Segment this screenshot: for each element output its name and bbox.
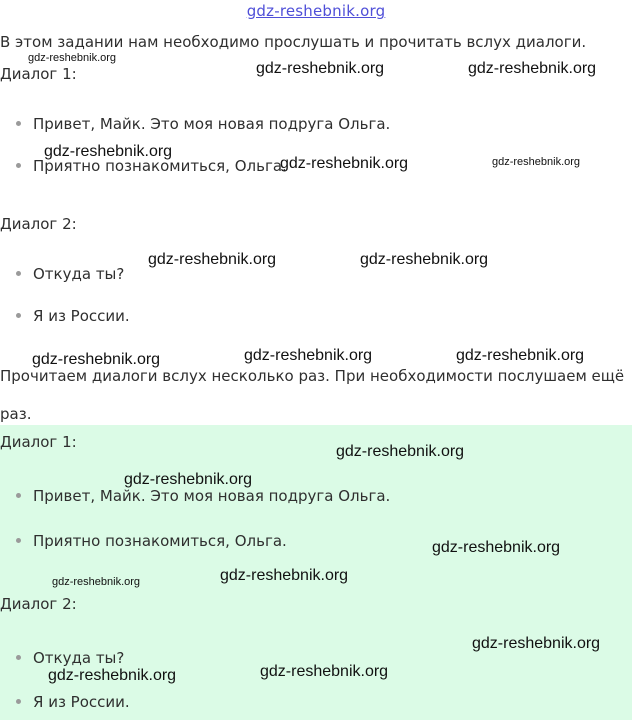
- dialog2-line-1: [16, 264, 124, 284]
- watermark: gdz-reshebnik.org: [256, 60, 385, 77]
- watermark: gdz-reshebnik.org: [472, 635, 601, 652]
- intro-text: В этом задании нам необходимо прослушать и прочитать вслух диалоги.: [0, 33, 587, 51]
- dialog-line-text: Привет, Майк. Это моя новая подруга Ольга.: [33, 115, 391, 133]
- instruction-text: Прочитаем диалоги вслух несколько раз. При необходимости послушаем ещё раз.: [0, 367, 625, 423]
- watermark: gdz-reshebnik.org: [336, 443, 465, 460]
- dialog1-line-1: [16, 114, 390, 134]
- watermark: gdz-reshebnik.org: [124, 471, 253, 488]
- watermark: gdz-reshebnik.org: [280, 155, 409, 172]
- watermark: gdz-reshebnik.org: [432, 539, 561, 556]
- dialog-line-text: Откуда ты?: [33, 649, 125, 667]
- watermark: gdz-reshebnik.org: [220, 567, 349, 584]
- answer-dialog2-title: Диалог 2:: [0, 595, 77, 613]
- dialog-line-text: Приятно познакомиться, Ольга.: [33, 157, 287, 175]
- watermark: gdz-reshebnik.org: [360, 251, 489, 268]
- watermark: gdz-reshebnik.org: [48, 667, 177, 684]
- watermark: gdz-reshebnik.org: [28, 52, 117, 64]
- watermark: gdz-reshebnik.org: [260, 663, 389, 680]
- answer-dialog2-line-2: [16, 692, 130, 712]
- bullet-icon: [16, 493, 21, 498]
- dialog2-line-2: [16, 306, 130, 326]
- bullet-icon: [16, 121, 21, 126]
- dialog-line-text: Я из России.: [33, 307, 130, 325]
- bullet-icon: [16, 538, 21, 543]
- dialog-line-text: Приятно познакомиться, Ольга.: [33, 532, 287, 550]
- watermark: gdz-reshebnik.org: [244, 347, 373, 364]
- dialog-line-text: Привет, Майк. Это моя новая подруга Ольга.: [33, 487, 391, 505]
- watermark: gdz-reshebnik.org: [52, 576, 141, 588]
- watermark: gdz-reshebnik.org: [456, 347, 585, 364]
- dialog1-title: Диалог 1:: [0, 65, 77, 83]
- answer-dialog1-line-1: [16, 486, 390, 506]
- bullet-icon: [16, 163, 21, 168]
- answer-dialog1-title: Диалог 1:: [0, 433, 77, 451]
- dialog2-title: Диалог 2:: [0, 215, 77, 233]
- dialog-line-text: Откуда ты?: [33, 265, 125, 283]
- watermark: gdz-reshebnik.org: [44, 143, 173, 160]
- watermark: gdz-reshebnik.org: [492, 156, 581, 168]
- watermark: gdz-reshebnik.org: [468, 60, 597, 77]
- bullet-icon: [16, 699, 21, 704]
- bullet-icon: [16, 271, 21, 276]
- watermark: gdz-reshebnik.org: [148, 251, 277, 268]
- dialog-line-text: Я из России.: [33, 693, 130, 711]
- watermark: gdz-reshebnik.org: [32, 351, 161, 368]
- bullet-icon: [16, 655, 21, 660]
- answer-dialog2-line-1: [16, 648, 124, 668]
- answer-dialog1-line-2: [16, 531, 287, 551]
- bullet-icon: [16, 313, 21, 318]
- header-watermark: gdz-reshebnik.org: [246, 2, 386, 20]
